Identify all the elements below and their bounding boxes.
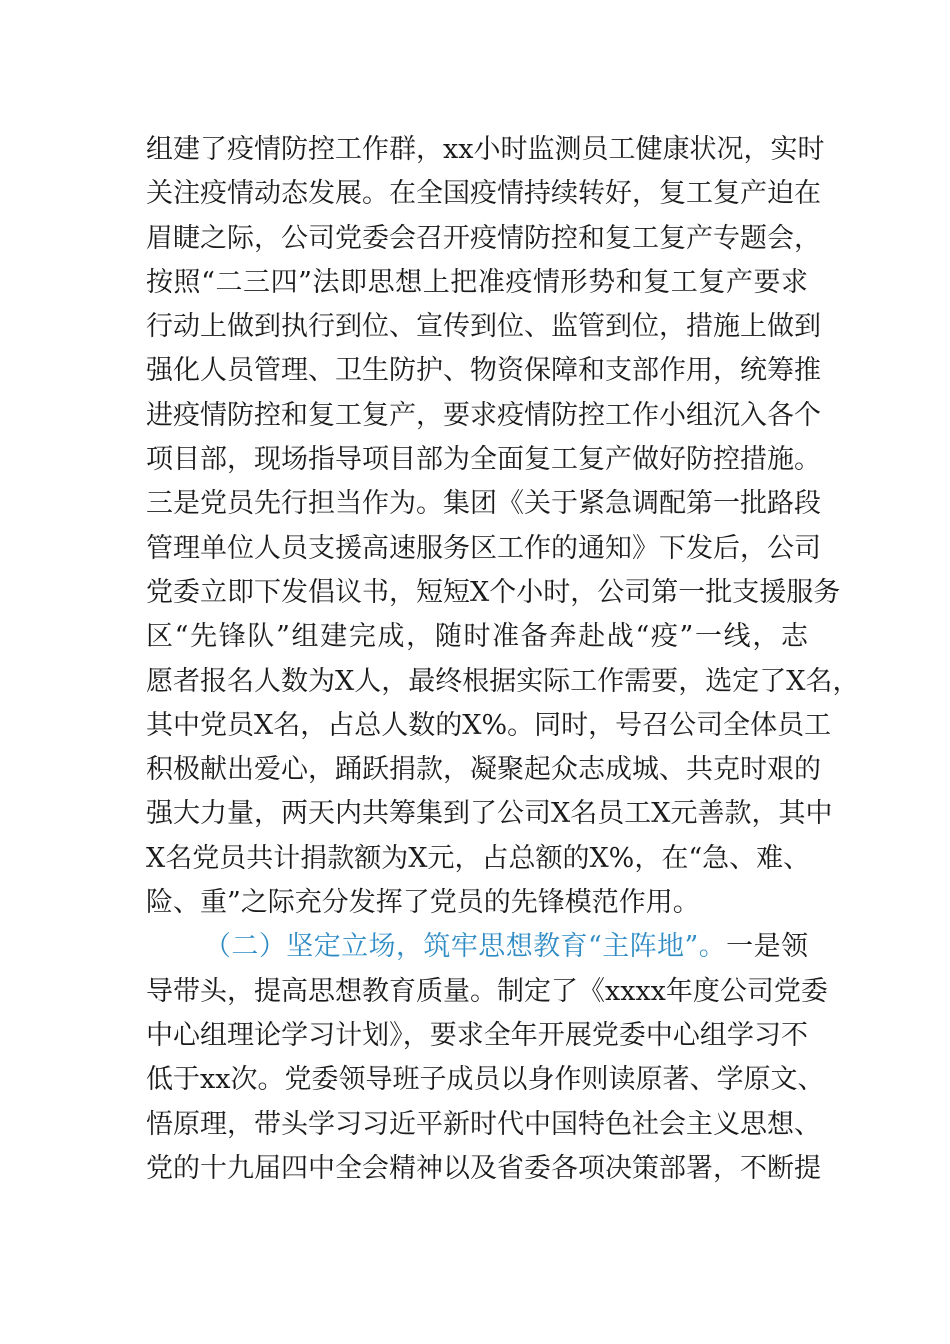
text-line-4: 按照“二三四”法即思想上把准疫情形势和复工复产要求 — [146, 266, 808, 298]
text-line-7: 进疫情防控和复工复产，要求疫情防控工作小组沉入各个 — [146, 399, 821, 431]
text-line-20: 导带头，提高思想教育质量。制定了《xxxx年度公司党委 — [146, 975, 828, 1007]
text-line-18: 险、重”之际充分发挥了党员的先锋模范作用。 — [146, 887, 700, 919]
text-line-5: 行动上做到执行到位、宣传到位、监管到位，措施上做到 — [146, 311, 821, 343]
section-heading-line — [146, 925, 808, 969]
text-line-15: 积极献出爱心，踊跃捐款，凝聚起众志成城、共克时艰的 — [146, 754, 821, 786]
text-line-10: 管理单位人员支援高速服务区工作的通知》下发后，公司 — [146, 532, 821, 564]
section-heading: （二）坚定立场，筑牢思想教育“主阵地”。 — [204, 931, 727, 963]
text-line-13: 愿者报名人数为X人，最终根据实际工作需要，选定了X名， — [146, 665, 860, 697]
text-line-23: 悟原理，带头学习习近平新时代中国特色社会主义思想、 — [146, 1108, 821, 1140]
text-line-2: 关注疫情动态发展。在全国疫情持续转好，复工复产迫在 — [146, 178, 821, 210]
text-line-17: X名党员共计捐款额为X元，占总额的X%，在“急、难、 — [146, 842, 811, 874]
text-line-6: 强化人员管理、卫生防护、物资保障和支部作用，统筹推 — [146, 355, 821, 387]
text-line-3: 眉睫之际，公司党委会召开疫情防控和复工复产专题会， — [146, 222, 821, 254]
text-line-9: 三是党员先行担当作为。集团《关于紧急调配第一批路段 — [146, 488, 821, 520]
text-line-14: 其中党员X名，占总人数的X%。同时，号召公司全体员工 — [146, 709, 832, 741]
text-line-11: 党委立即下发倡议书，短短X个小时，公司第一批支援服务 — [146, 576, 841, 608]
document-page — [146, 128, 860, 1191]
text-line-8: 项目部，现场指导项目部为全面复工复产做好防控措施。 — [146, 444, 821, 476]
section-heading-tail: 一是领 — [726, 931, 809, 963]
text-line-1: 组建了疫情防控工作群，xx小时监测员工健康状况，实时 — [146, 134, 825, 165]
text-line-22: 低于xx次。党委领导班子成员以身作则读原著、学原文、 — [146, 1064, 825, 1096]
text-line-16: 强大力量，两天内共筹集到了公司X名员工X元善款，其中 — [146, 798, 833, 830]
text-line-12: 区“先锋队”组建完成，随时准备奔赴战“疫”一线，志 — [146, 621, 808, 653]
text-line-24: 党的十九届四中全会精神以及省委各项决策部署，不断提 — [146, 1152, 821, 1184]
text-line-21: 中心组理论学习计划》，要求全年开展党委中心组学习不 — [146, 1019, 808, 1051]
